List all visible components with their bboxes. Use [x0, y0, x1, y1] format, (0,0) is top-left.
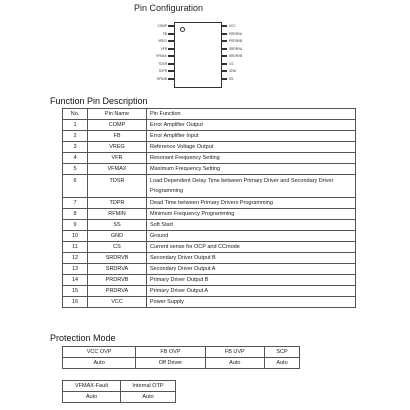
table-row [63, 131, 356, 142]
pin-stub-left [168, 78, 174, 80]
protection-mode-table-1 [62, 346, 300, 369]
pin-stub-right [221, 63, 227, 65]
table-row [63, 142, 356, 153]
protection-mode-table-2 [62, 380, 176, 403]
pin-stub-right [221, 55, 227, 57]
pin-configuration-title: Pin Configuration [134, 3, 204, 13]
protection-mode-title: Protection Mode [50, 333, 116, 343]
pin-label-left: VFMAX [156, 54, 167, 58]
pin-stub-right [221, 78, 227, 80]
cell-no: 4 [63, 153, 88, 164]
header-pin-function: Pin Function [147, 109, 356, 120]
pin-stub-left [168, 40, 174, 42]
cell-pin-name: VCC [88, 297, 147, 308]
cell-pin-function: Resonant Frequency Setting [147, 153, 356, 164]
cell-no: 14 [63, 275, 88, 286]
pin-label-right: GND [229, 69, 237, 73]
pin-stub-right [221, 48, 227, 50]
table-row [63, 264, 356, 275]
table-row [63, 220, 356, 231]
header-fb-ovp: FB OVP [136, 347, 205, 358]
cell-pin-name: VREG [88, 142, 147, 153]
pin-label-left: VFR [160, 46, 167, 51]
function-pin-description-title: Function Pin Description [50, 96, 148, 106]
value-fb-uvp: Auto [205, 358, 264, 369]
pin-label-right: SRDRVA [229, 46, 242, 51]
value-fb-ovp: Off Driver [136, 358, 205, 369]
cell-no: 16 [63, 297, 88, 308]
header-fb-uvp: FB UVP [205, 347, 264, 358]
pin-label-left: COMP [157, 24, 167, 28]
cell-pin-name: VFMAX [88, 164, 147, 175]
table-row [63, 253, 356, 264]
cell-pin-function: Primary Driver Output B [147, 275, 356, 286]
table-row [63, 120, 356, 131]
cell-no: 8 [63, 209, 88, 220]
cell-pin-function: Power Supply [147, 297, 356, 308]
cell-pin-name: COMP [88, 120, 147, 131]
value-vcc-ovp: Auto [63, 358, 136, 369]
table-header-row [63, 381, 176, 392]
cell-no: 1 [63, 120, 88, 131]
pin-label-right: PRDRVB [229, 39, 243, 43]
table-row [63, 231, 356, 242]
pin-label-left: FB [162, 31, 167, 36]
cell-no: 13 [63, 264, 88, 275]
cell-pin-name: CS [88, 242, 147, 253]
pin-label-right: SRDRVB [229, 54, 243, 58]
table-row [63, 153, 356, 164]
cell-no: 15 [63, 286, 88, 297]
cell-pin-name: PRDRVB [88, 275, 147, 286]
table-row [63, 175, 356, 198]
cell-pin-name: PRDRVA [88, 286, 147, 297]
cell-pin-function: Minimum Frequency Programming [147, 209, 356, 220]
cell-no: 9 [63, 220, 88, 231]
pin-stub-right [221, 25, 227, 27]
ic-package-diagram [174, 22, 222, 88]
pin-label-right: VCC [229, 24, 236, 28]
table-row [63, 358, 300, 369]
cell-no: 10 [63, 231, 88, 242]
cell-pin-function: Current sense for OCP and CCmode [147, 242, 356, 253]
table-row [63, 392, 176, 403]
cell-pin-function: Error Amplifier Input [147, 131, 356, 142]
pin-label-right: CS [229, 61, 234, 66]
pin-label-left: TDSR [158, 61, 167, 66]
cell-pin-name: VFR [88, 153, 147, 164]
cell-pin-function: Load Dependent Delay Time between Primary Driver and Secondary Driver Programming [147, 175, 356, 198]
function-pin-table [62, 108, 356, 308]
cell-pin-name: SRDRVB [88, 253, 147, 264]
table-header-row [63, 109, 356, 120]
cell-no: 3 [63, 142, 88, 153]
cell-pin-name: FB [88, 131, 147, 142]
cell-pin-name: GND [88, 231, 147, 242]
pin1-marker [180, 27, 185, 32]
pin-label-right: PRDRVA [229, 31, 242, 36]
cell-pin-function: Error Amplifier Output [147, 120, 356, 131]
cell-pin-function: Secondary Driver Output B [147, 253, 356, 264]
header-scp: SCP [264, 347, 299, 358]
header-internal-otp: Internal OTP [121, 381, 176, 392]
table-header-row [63, 347, 300, 358]
cell-no: 12 [63, 253, 88, 264]
cell-pin-function: Reference Voltage Output [147, 142, 356, 153]
pin-stub-left [168, 63, 174, 65]
cell-pin-function: Soft Start [147, 220, 356, 231]
cell-pin-function: Secondary Driver Output A [147, 264, 356, 275]
pin-stub-left [168, 33, 174, 35]
table-row [63, 164, 356, 175]
table-row [63, 198, 356, 209]
cell-no: 2 [63, 131, 88, 142]
cell-pin-function: Primary Driver Output A [147, 286, 356, 297]
cell-pin-name: RFMIN [88, 209, 147, 220]
pin-label-left: VREG [157, 39, 167, 43]
cell-pin-function: Dead Time between Primary Drivers Programming [147, 198, 356, 209]
cell-no: 5 [63, 164, 88, 175]
pin-stub-left [168, 70, 174, 72]
pin-label-right: SS [229, 76, 234, 81]
table-row [63, 209, 356, 220]
cell-pin-name: TDPR [88, 198, 147, 209]
cell-pin-function: Ground [147, 231, 356, 242]
header-pin-name: Pin Name [88, 109, 147, 120]
value-scp: Auto [264, 358, 299, 369]
cell-no: 6 [63, 175, 88, 198]
pin-stub-left [168, 25, 174, 27]
header-vfmax-fault: VFMAX-Fault [63, 381, 121, 392]
pin-label-left: RFMIN [156, 76, 167, 81]
cell-pin-name: SS [88, 220, 147, 231]
cell-pin-name: SRDRVA [88, 264, 147, 275]
pin-stub-right [221, 33, 227, 35]
cell-no: 7 [63, 198, 88, 209]
cell-no: 11 [63, 242, 88, 253]
table-row [63, 275, 356, 286]
cell-pin-name: TDSR [88, 175, 147, 198]
header-vcc-ovp: VCC OVP [63, 347, 136, 358]
pin-label-left: TDPR [158, 69, 167, 73]
pin-stub-left [168, 55, 174, 57]
pin-stub-left [168, 48, 174, 50]
value-vfmax-fault: Auto [63, 392, 121, 403]
pin-stub-right [221, 40, 227, 42]
header-no: No. [63, 109, 88, 120]
pin-stub-right [221, 70, 227, 72]
table-row [63, 286, 356, 297]
cell-pin-function: Maximum Frequency Setting [147, 164, 356, 175]
table-row [63, 242, 356, 253]
value-internal-otp: Auto [121, 392, 176, 403]
table-row [63, 297, 356, 308]
